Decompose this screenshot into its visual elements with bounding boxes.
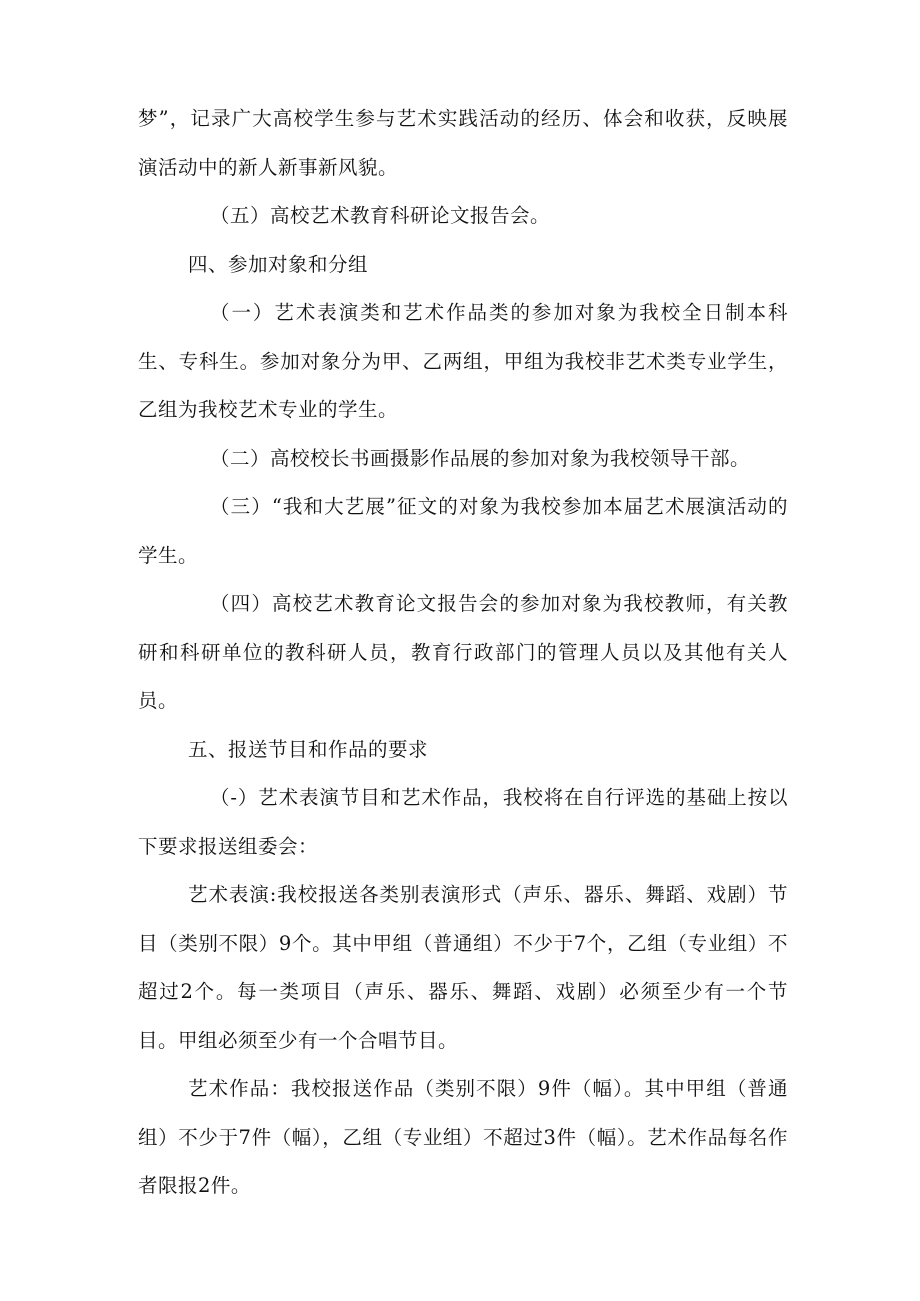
section-heading-5: 五、报送节目和作品的要求 xyxy=(188,737,429,761)
paragraph-item-5: （五）高校艺术教育科研论文报告会。 xyxy=(210,204,551,227)
paragraph-art-works: 艺术作品：我校报送作品（类别不限）9件（幅）。其中甲组（普通组）不少于7件（幅），乙组（专业组）不超过3件（幅）。艺术作品每名作者限报2件。 xyxy=(138,1077,788,1197)
document-page xyxy=(138,95,788,1211)
paragraph-item-2: （二）高校校长书画摄影作品展的参加对象为我校领导干部。 xyxy=(210,446,751,470)
paragraph-item-4: （四）高校艺术教育论文报告会的参加对象为我校教师，有关教研和科研单位的教科研人员，教育行政部门的管理人员以及其他有关人员。 xyxy=(138,592,788,712)
paragraph-item-1: （一）艺术表演类和艺术作品类的参加对象为我校全日制本科生、专科生。参加对象分为甲、乙两组，甲组为我校非艺术类专业学生，乙组为我校艺术专业的学生。 xyxy=(138,301,788,421)
paragraph-continuation: 梦”，记录广大高校学生参与艺术实践活动的经历、体会和收获，反映展演活动中的新人新事新风貌。 xyxy=(138,107,788,179)
section-heading-4: 四、参加对象和分组 xyxy=(188,252,369,276)
paragraph-art-performance: 艺术表演:我校报送各类别表演形式（声乐、器乐、舞蹈、戏剧）节目（类别不限）9个。其中甲组（普通组）不少于7个，乙组（专业组）不超过2个。每一类项目（声乐、器乐、舞蹈、戏剧）必须至少有一个节目。甲组必须至少有一个合唱节目。 xyxy=(138,883,788,1052)
paragraph-item-3: （三）“我和大艺展”征文的对象为我校参加本届艺术展演活动的学生。 xyxy=(138,495,788,567)
paragraph-requirements-intro: （-）艺术表演节目和艺术作品，我校将在自行评选的基础上按以下要求报送组委会： xyxy=(138,786,788,858)
